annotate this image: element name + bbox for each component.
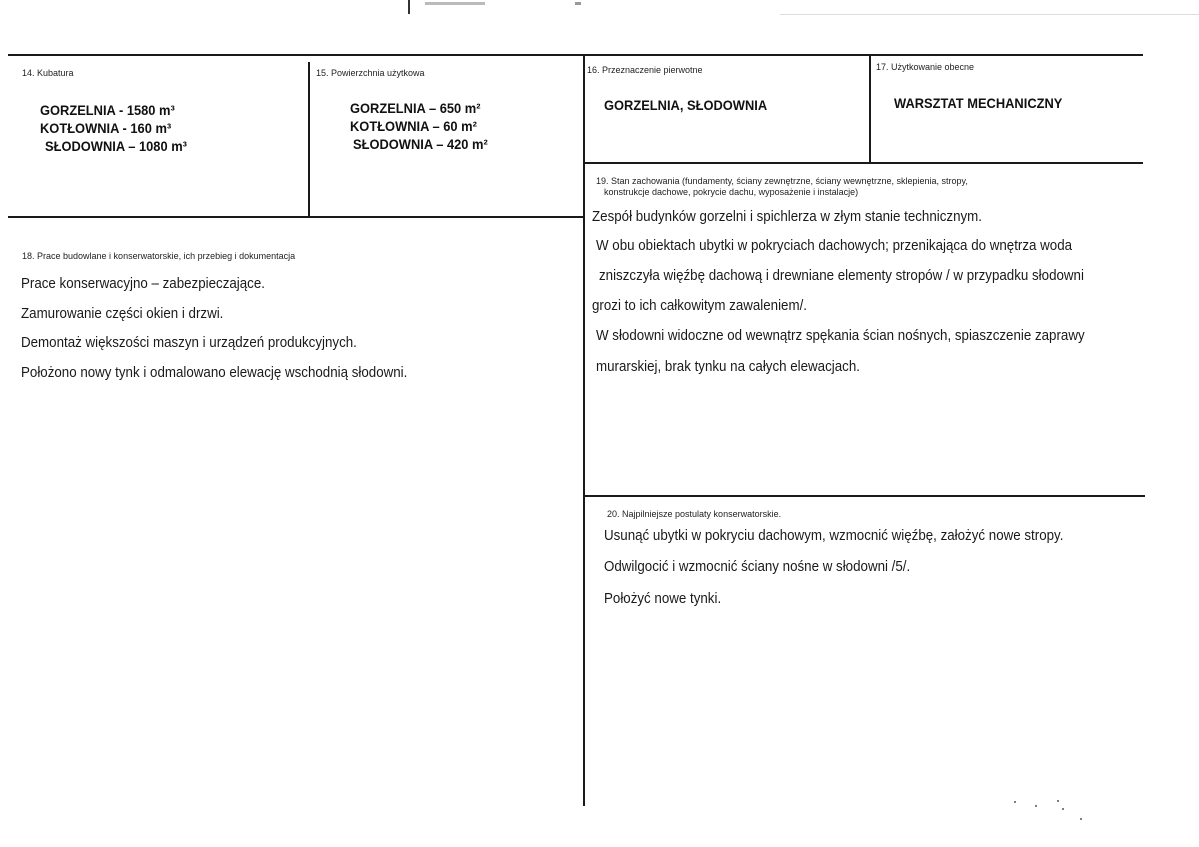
line-16-19 (583, 162, 1143, 164)
field-14-line: GORZELNIA - 1580 m³ (40, 102, 175, 118)
field-17-line: WARSZTAT MECHANICZNY (894, 95, 1063, 111)
field-19-label: 19. Stan zachowania (fundamenty, ściany zewnętrzne, ściany wewnętrzne, sklepienia, stropy, (596, 176, 968, 186)
field-19-line: zniszczyła więźbę dachową i drewniane elementy stropów / w przypadku słodowni (599, 268, 1084, 284)
field-19-label-cont: konstrukcje dachowe, pokrycie dachu, wyposażenie i instalacje) (604, 187, 859, 197)
field-20-line: Usunąć ubytki w pokryciu dachowym, wzmocnić więźbę, założyć nowe stropy. (604, 528, 1064, 544)
field-15-line: SŁODOWNIA – 420 m² (353, 136, 488, 152)
field-20-line: Odwilgocić i wzmocnić ściany nośne w słodowni /5/. (604, 559, 911, 575)
field-18-line: Zamurowanie części okien i drzwi. (21, 306, 224, 322)
field-19-line: murarskiej, brak tynku na całych elewacjach. (596, 359, 860, 375)
field-15-line: KOTŁOWNIA – 60 m² (350, 118, 477, 134)
field-19-line: W słodowni widoczne od wewnątrz spękania ścian nośnych, spiaszczenie zaprawy (596, 328, 1085, 344)
field-16-line: GORZELNIA, SŁODOWNIA (604, 97, 768, 113)
field-19-line: W obu obiektach ubytki w pokryciach dachowych; przenikająca do wnętrza woda (596, 238, 1073, 254)
line-19-20 (583, 495, 1145, 497)
field-15-label: 15. Powierzchnia użytkowa (316, 68, 425, 78)
field-18-line: Położono nowy tynk i odmalowano elewację wschodnią słodowni. (21, 365, 408, 381)
divider-14-15 (308, 62, 310, 217)
field-18-label: 18. Prace budowlane i konserwatorskie, ich przebieg i dokumentacja (22, 251, 296, 261)
field-18-line: Demontaż większości maszyn i urządzeń produkcyjnych. (21, 335, 357, 351)
top-border-line (8, 54, 1143, 56)
field-15-line: GORZELNIA – 650 m² (350, 100, 481, 116)
field-20-label: 20. Najpilniejsze postulaty konserwatorskie. (607, 509, 782, 519)
field-17-label: 17. Użytkowanie obecne (876, 62, 975, 72)
field-19-line: grozi to ich całkowitym zawaleniem/. (592, 298, 808, 314)
field-14-label: 14. Kubatura (22, 68, 74, 78)
field-14-line: SŁODOWNIA – 1080 m³ (45, 138, 187, 154)
line-14-18 (8, 216, 585, 218)
divider-16-17 (869, 54, 871, 164)
divider-15-16 (583, 54, 585, 806)
field-18-line: Prace konserwacyjno – zabezpieczające. (21, 276, 265, 292)
field-20-line: Położyć nowe tynki. (604, 591, 722, 607)
field-19-line: Zespół budynków gorzelni i spichlerza w złym stanie technicznym. (592, 209, 982, 225)
field-14-line: KOTŁOWNIA - 160 m³ (40, 120, 172, 136)
field-16-label: 16. Przeznaczenie pierwotne (587, 65, 703, 75)
